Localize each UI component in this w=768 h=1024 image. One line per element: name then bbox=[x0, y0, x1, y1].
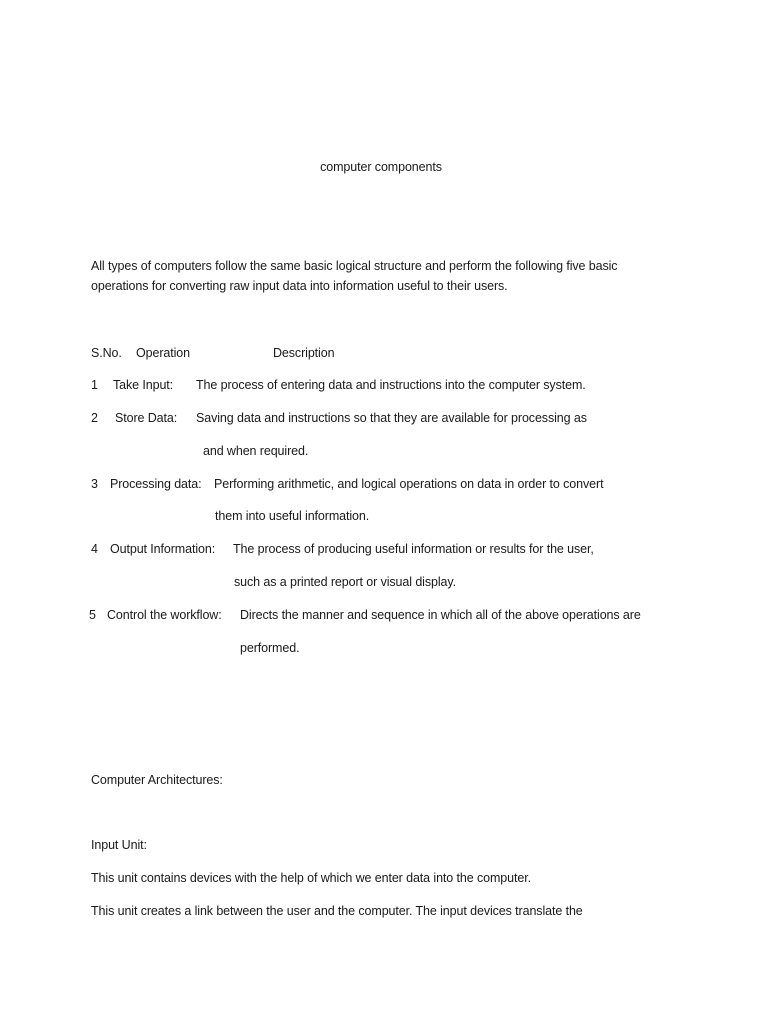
row-number: 2 bbox=[91, 411, 98, 425]
row-description-line: performed. bbox=[240, 641, 300, 655]
row-operation: Processing data: bbox=[110, 477, 202, 491]
row-description-line: The process of entering data and instructions into the computer system. bbox=[196, 378, 586, 392]
row-operation: Output Information: bbox=[110, 542, 216, 556]
section-heading: Computer Architectures: bbox=[91, 773, 223, 787]
row-description-line: such as a printed report or visual display. bbox=[234, 575, 456, 589]
subsection-heading: Input Unit: bbox=[91, 838, 147, 852]
row-number: 1 bbox=[91, 378, 98, 392]
row-number: 5 bbox=[89, 608, 96, 622]
intro-line-2: operations for converting raw input data into information useful to their users. bbox=[91, 279, 508, 293]
row-description-line: Performing arithmetic, and logical operations on data in order to convert bbox=[214, 477, 604, 491]
header-sno: S.No. bbox=[91, 346, 122, 360]
row-description-line: Directs the manner and sequence in which all of the above operations are bbox=[240, 608, 641, 622]
row-operation: Control the workflow: bbox=[107, 608, 222, 622]
row-operation: Take Input: bbox=[113, 378, 174, 392]
row-number: 3 bbox=[91, 477, 98, 491]
row-operation: Store Data: bbox=[115, 411, 178, 425]
document-title: computer components bbox=[320, 160, 442, 174]
row-description-line: The process of producing useful information or results for the user, bbox=[233, 542, 594, 556]
row-description-line: Saving data and instructions so that they are available for processing as bbox=[196, 411, 587, 425]
intro-line-1: All types of computers follow the same basic logical structure and perform the following five basic bbox=[91, 259, 618, 273]
header-description: Description bbox=[273, 346, 335, 360]
row-description-line: them into useful information. bbox=[215, 509, 370, 523]
body-line-2: This unit creates a link between the user and the computer. The input devices translate the bbox=[91, 904, 583, 918]
row-description-line: and when required. bbox=[203, 444, 309, 458]
body-line-1: This unit contains devices with the help of which we enter data into the computer. bbox=[91, 871, 531, 885]
row-number: 4 bbox=[91, 542, 98, 556]
header-operation: Operation bbox=[136, 346, 190, 360]
